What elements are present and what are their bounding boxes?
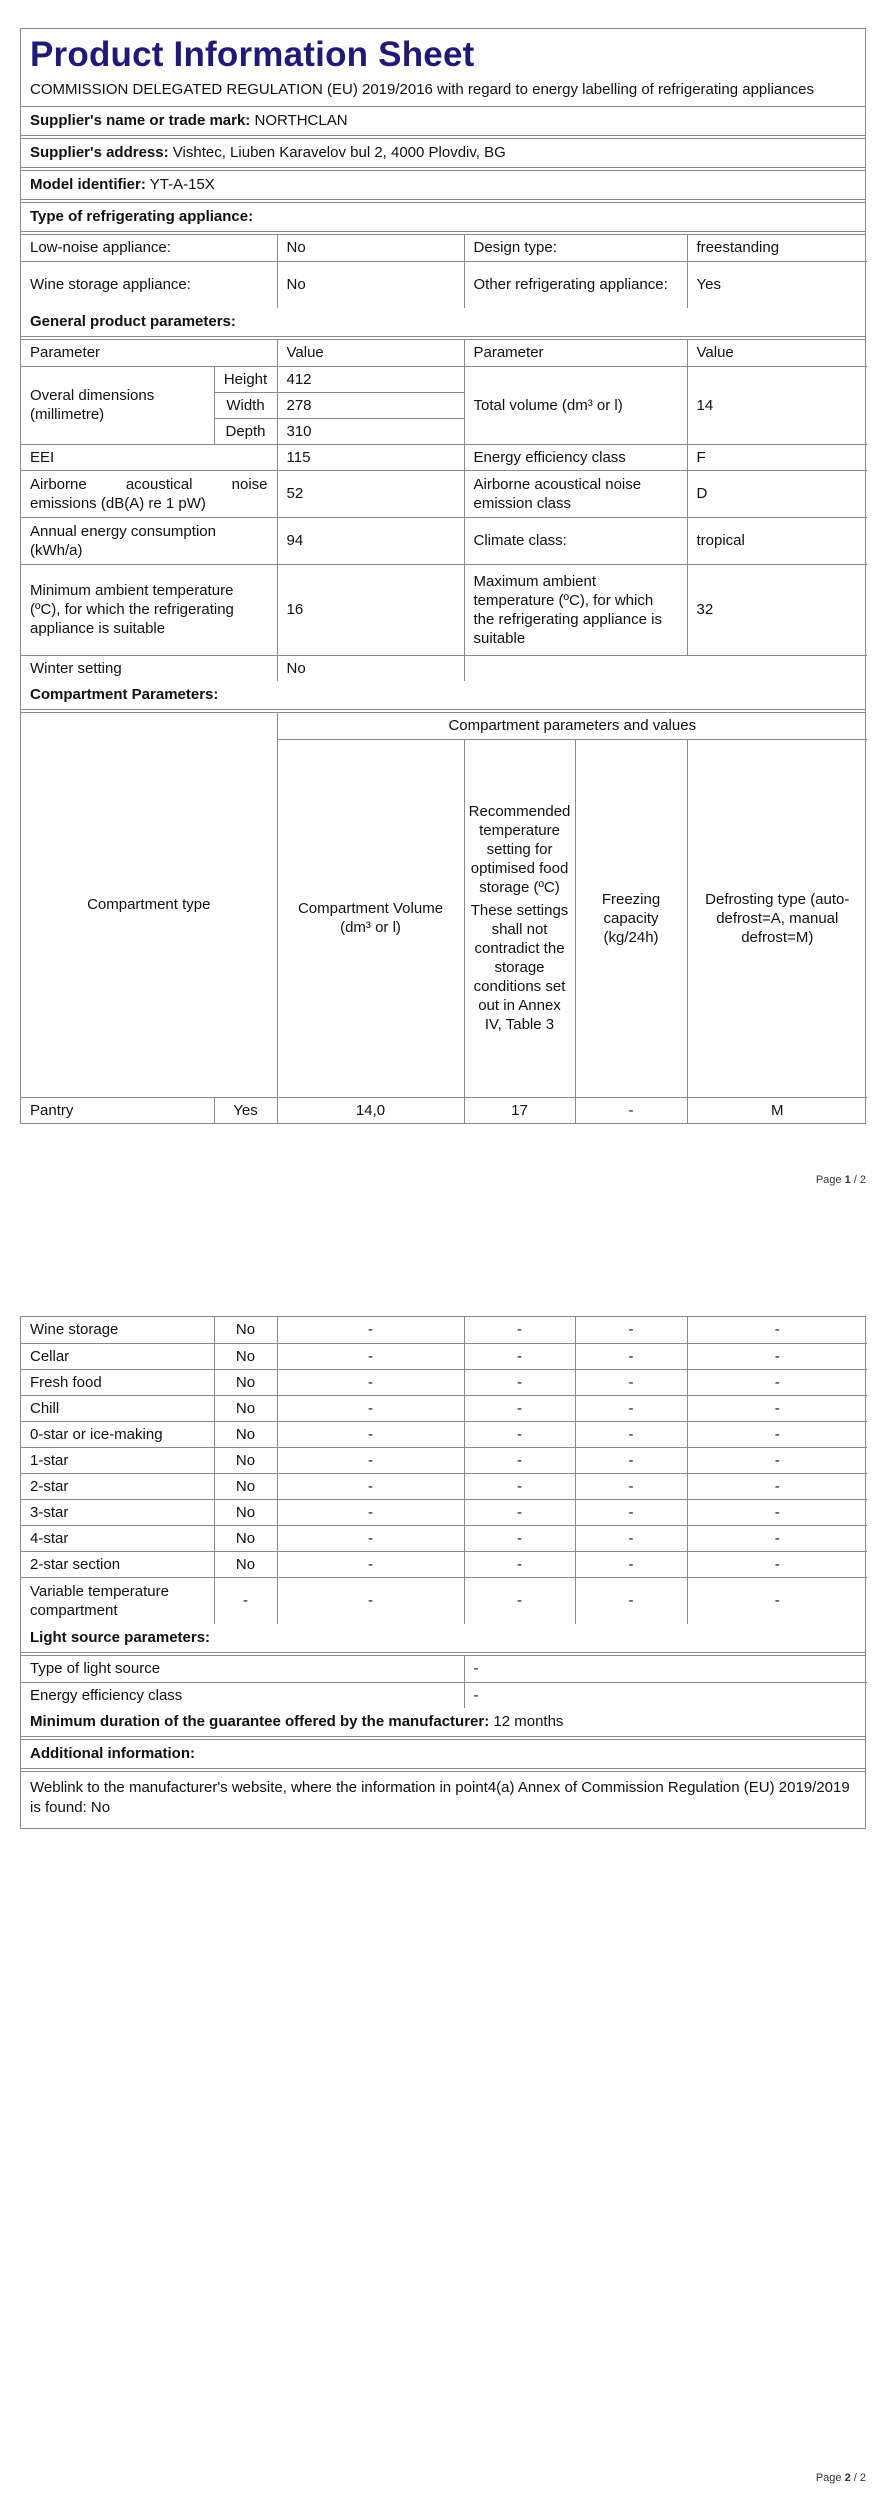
compartment-name: 1-star <box>21 1447 214 1473</box>
guarantee-row <box>21 1708 865 1740</box>
climate-label: Climate class: <box>464 517 687 564</box>
compartment-group-header-row <box>21 713 867 739</box>
compartment-row-pantry <box>21 1097 867 1123</box>
table-row <box>21 1577 867 1624</box>
general-table <box>21 340 867 681</box>
min-temp-label: Minimum ambient temperature (ºC), for which the refrigerating appliance is suitable <box>21 564 277 655</box>
supplier-address-value: Vishtec, Liuben Karavelov bul 2, 4000 Plovdiv, BG <box>172 144 506 161</box>
light-type-value: - <box>464 1656 867 1682</box>
type-heading: Type of refrigerating appliance: <box>21 203 865 235</box>
supplier-name-value: NORTHCLAN <box>254 112 348 129</box>
compartment-freezing: - <box>575 1525 687 1551</box>
other-appliance-value: Yes <box>687 261 867 308</box>
energy-value: 94 <box>277 517 464 564</box>
col-recommended-temp-main: Recommended temperature setting for optimised food storage (ºC) <box>468 803 571 896</box>
compartment-volume: - <box>277 1551 464 1577</box>
low-noise-label: Low-noise appliance: <box>21 235 277 261</box>
table-row <box>21 1369 867 1395</box>
page-number-total: / 2 <box>853 2472 866 2484</box>
additional-info-value: No <box>90 1799 111 1816</box>
compartment-volume: - <box>277 1395 464 1421</box>
compartment-rows <box>21 1317 867 1624</box>
compartment-temp: - <box>464 1343 575 1369</box>
table-row <box>21 1395 867 1421</box>
noise-class-label: Airborne acoustical noise emission class <box>464 470 687 517</box>
compartment-defrost: - <box>687 1447 867 1473</box>
dimensions-label: Overal dimensions (millimetre) <box>21 366 214 444</box>
eei-label: EEI <box>21 444 277 470</box>
table-row <box>21 1525 867 1551</box>
compartment-temp: - <box>464 1473 575 1499</box>
compartment-present: No <box>214 1317 277 1343</box>
compartment-name: Variable temperature compartment <box>21 1577 214 1624</box>
light-eec-row <box>21 1682 867 1708</box>
compartment-name: 3-star <box>21 1499 214 1525</box>
compartment-present: No <box>214 1525 277 1551</box>
noise-label: Airborne acoustical noise emissions (dB(A) re 1 pW) <box>21 470 277 517</box>
light-table <box>21 1656 867 1708</box>
compartment-freezing: - <box>575 1551 687 1577</box>
compartment-present: No <box>214 1551 277 1577</box>
compartment-temp: - <box>464 1551 575 1577</box>
page-number-total: / 2 <box>853 1174 866 1186</box>
page-1-sheet <box>20 28 866 1124</box>
compartment-name: 2-star <box>21 1473 214 1499</box>
light-heading: Light source parameters: <box>21 1624 865 1656</box>
compartment-present: No <box>214 1447 277 1473</box>
depth-value: 310 <box>277 418 464 444</box>
col-recommended-temp <box>464 739 575 1097</box>
width-value: 278 <box>277 392 464 418</box>
compartment-present: No <box>214 1395 277 1421</box>
general-header-row <box>21 340 867 366</box>
compartment-name: Chill <box>21 1395 214 1421</box>
page-2-sheet <box>20 1316 866 1829</box>
design-type-value: freestanding <box>687 235 867 261</box>
compartment-volume: - <box>277 1369 464 1395</box>
compartment-freezing: - <box>575 1473 687 1499</box>
supplier-address-label: Supplier's address: <box>30 144 169 161</box>
col-parameter-2: Parameter <box>464 340 687 366</box>
compartment-defrost: M <box>687 1097 867 1123</box>
compartment-volume: - <box>277 1343 464 1369</box>
compartment-freezing: - <box>575 1421 687 1447</box>
compartment-temp: 17 <box>464 1097 575 1123</box>
compartment-temp: - <box>464 1577 575 1624</box>
compartment-present: No <box>214 1499 277 1525</box>
col-compartment-type: Compartment type <box>21 713 277 1097</box>
col-compartment-volume: Compartment Volume (dm³ or l) <box>277 739 464 1097</box>
compartment-volume: - <box>277 1447 464 1473</box>
page-number-prefix: Page <box>815 2472 842 2484</box>
guarantee-label: Minimum duration of the guarantee offered by the manufacturer: <box>30 1713 490 1730</box>
compartment-heading: Compartment Parameters: <box>21 681 865 713</box>
compartment-present: No <box>214 1473 277 1499</box>
supplier-address-row <box>21 139 865 171</box>
compartment-volume: - <box>277 1499 464 1525</box>
winter-row <box>21 655 867 681</box>
col-freezing-capacity: Freezing capacity (kg/24h) <box>575 739 687 1097</box>
noise-row <box>21 470 867 517</box>
compartment-defrost: - <box>687 1421 867 1447</box>
model-identifier-label: Model identifier: <box>30 176 146 193</box>
page-number-prefix: Page <box>815 1174 842 1186</box>
noise-value: 52 <box>277 470 464 517</box>
type-row-1 <box>21 235 867 261</box>
compartment-present: Yes <box>214 1097 277 1123</box>
additional-info-row <box>21 1772 865 1828</box>
compartment-freezing: - <box>575 1317 687 1343</box>
wine-storage-label: Wine storage appliance: <box>21 261 277 308</box>
height-row <box>21 366 867 392</box>
eei-value: 115 <box>277 444 464 470</box>
temperature-row <box>21 564 867 655</box>
compartment-group-header: Compartment parameters and values <box>277 713 867 739</box>
col-parameter-1: Parameter <box>21 340 277 366</box>
winter-value: No <box>277 655 464 681</box>
eec-label: Energy efficiency class <box>464 444 687 470</box>
compartment-defrost: - <box>687 1473 867 1499</box>
table-row <box>21 1317 867 1343</box>
compartment-present: No <box>214 1369 277 1395</box>
compartment-volume: - <box>277 1473 464 1499</box>
table-row <box>21 1343 867 1369</box>
table-row <box>21 1447 867 1473</box>
compartment-name: Wine storage <box>21 1317 214 1343</box>
compartment-present: No <box>214 1343 277 1369</box>
regulation-subtitle: COMMISSION DELEGATED REGULATION (EU) 2019/2016 with regard to energy labelling of refrigerating appliances <box>30 81 814 98</box>
min-temp-value: 16 <box>277 564 464 655</box>
page-number-2 <box>816 2472 866 2484</box>
compartment-volume: 14,0 <box>277 1097 464 1123</box>
compartment-name: 0-star or ice-making <box>21 1421 214 1447</box>
max-temp-label: Maximum ambient temperature (ºC), for which the refrigerating appliance is suitable <box>464 564 687 655</box>
compartment-temp: - <box>464 1395 575 1421</box>
compartment-table-page1 <box>21 713 867 1123</box>
light-eec-label: Energy efficiency class <box>21 1682 464 1708</box>
page-number-current: 1 <box>844 1174 851 1186</box>
total-volume-label: Total volume (dm³ or l) <box>464 366 687 444</box>
compartment-volume: - <box>277 1577 464 1624</box>
compartment-volume: - <box>277 1421 464 1447</box>
col-defrosting-type: Defrosting type (auto-defrost=A, manual defrost=M) <box>687 739 867 1097</box>
light-eec-value: - <box>464 1682 867 1708</box>
compartment-freezing: - <box>575 1097 687 1123</box>
compartment-defrost: - <box>687 1577 867 1624</box>
compartment-volume: - <box>277 1525 464 1551</box>
compartment-defrost: - <box>687 1317 867 1343</box>
col-value-1: Value <box>277 340 464 366</box>
compartment-present: - <box>214 1577 277 1624</box>
compartment-temp: - <box>464 1525 575 1551</box>
compartment-volume: - <box>277 1317 464 1343</box>
compartment-temp: - <box>464 1421 575 1447</box>
eec-value: F <box>687 444 867 470</box>
depth-label: Depth <box>214 418 277 444</box>
col-recommended-temp-note: These settings shall not contradict the storage conditions set out in Annex IV, Table 3 <box>470 902 569 1033</box>
page-number-1 <box>816 1174 866 1186</box>
energy-row <box>21 517 867 564</box>
compartment-name: 4-star <box>21 1525 214 1551</box>
compartment-defrost: - <box>687 1525 867 1551</box>
page-title: Product Information Sheet <box>30 35 475 74</box>
compartment-freezing: - <box>575 1369 687 1395</box>
compartment-table-page2 <box>21 1317 867 1624</box>
compartment-freezing: - <box>575 1343 687 1369</box>
design-type-label: Design type: <box>464 235 687 261</box>
guarantee-value: 12 months <box>493 1713 564 1730</box>
total-volume-value: 14 <box>687 366 867 444</box>
compartment-defrost: - <box>687 1551 867 1577</box>
sheet-header <box>21 29 865 107</box>
winter-label: Winter setting <box>21 655 277 681</box>
page-number-current: 2 <box>844 2472 851 2484</box>
compartment-defrost: - <box>687 1395 867 1421</box>
other-appliance-label: Other refrigerating appliance: <box>464 261 687 308</box>
light-type-row <box>21 1656 867 1682</box>
compartment-freezing: - <box>575 1577 687 1624</box>
compartment-name: Pantry <box>21 1097 214 1123</box>
table-row <box>21 1473 867 1499</box>
model-identifier-row <box>21 171 865 203</box>
width-label: Width <box>214 392 277 418</box>
compartment-name: 2-star section <box>21 1551 214 1577</box>
compartment-freezing: - <box>575 1499 687 1525</box>
supplier-name-row <box>21 107 865 139</box>
table-row <box>21 1421 867 1447</box>
max-temp-value: 32 <box>687 564 867 655</box>
compartment-defrost: - <box>687 1343 867 1369</box>
compartment-temp: - <box>464 1369 575 1395</box>
compartment-temp: - <box>464 1447 575 1473</box>
additional-heading: Additional information: <box>21 1740 865 1772</box>
light-type-label: Type of light source <box>21 1656 464 1682</box>
compartment-defrost: - <box>687 1369 867 1395</box>
winter-empty-cell <box>464 655 867 681</box>
type-table <box>21 235 867 308</box>
model-identifier-value: YT-A-15X <box>149 176 215 193</box>
col-value-2: Value <box>687 340 867 366</box>
low-noise-value: No <box>277 235 464 261</box>
height-value: 412 <box>277 366 464 392</box>
compartment-temp: - <box>464 1317 575 1343</box>
compartment-present: No <box>214 1421 277 1447</box>
compartment-name: Cellar <box>21 1343 214 1369</box>
additional-info-text: Weblink to the manufacturer's website, where the information in point4(a) Annex of Commission Regulation (EU) 2019/2019 is found: <box>30 1779 850 1816</box>
type-row-2 <box>21 261 867 308</box>
noise-class-value: D <box>687 470 867 517</box>
compartment-defrost: - <box>687 1499 867 1525</box>
eei-row <box>21 444 867 470</box>
general-heading: General product parameters: <box>21 308 865 340</box>
supplier-name-label: Supplier's name or trade mark: <box>30 112 251 129</box>
compartment-freezing: - <box>575 1395 687 1421</box>
wine-storage-value: No <box>277 261 464 308</box>
compartment-name: Fresh food <box>21 1369 214 1395</box>
table-row <box>21 1499 867 1525</box>
height-label: Height <box>214 366 277 392</box>
energy-label: Annual energy consumption (kWh/a) <box>21 517 277 564</box>
compartment-temp: - <box>464 1499 575 1525</box>
table-row <box>21 1551 867 1577</box>
climate-value: tropical <box>687 517 867 564</box>
compartment-freezing: - <box>575 1447 687 1473</box>
